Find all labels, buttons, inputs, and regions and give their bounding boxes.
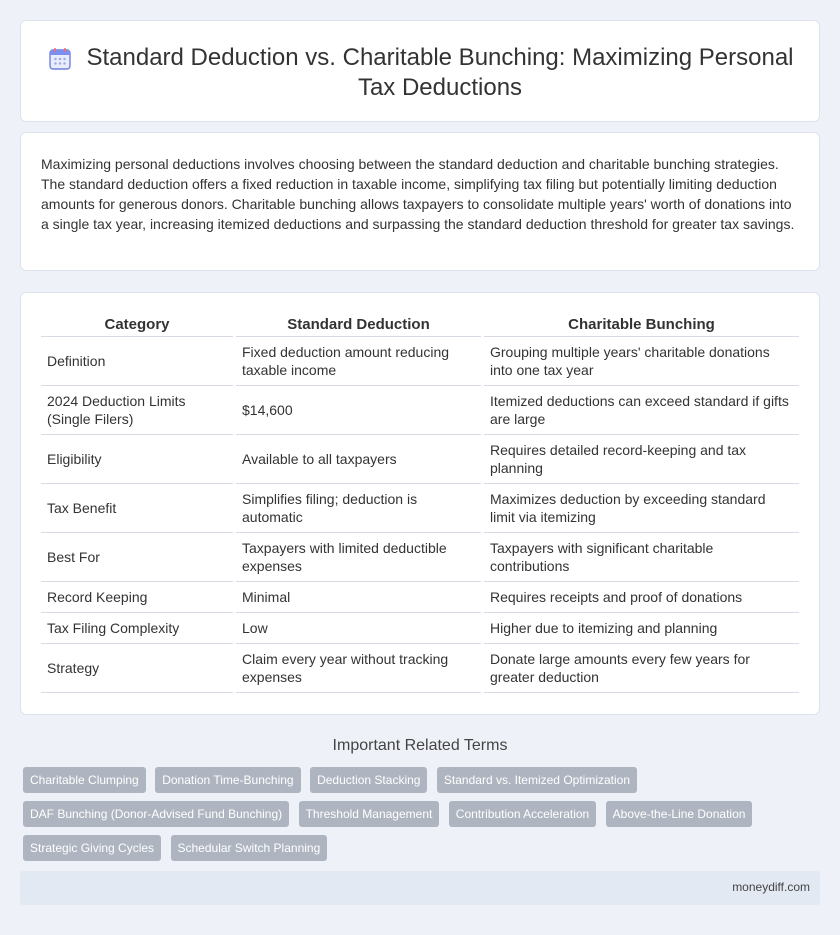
table-row bbox=[41, 613, 799, 644]
table-row bbox=[41, 582, 799, 613]
row-category: Eligibility bbox=[41, 435, 233, 484]
row-standard-deduction: Claim every year without tracking expenses bbox=[236, 644, 481, 693]
row-category: Tax Benefit bbox=[41, 484, 233, 533]
intro-card bbox=[20, 132, 820, 271]
table-row bbox=[41, 644, 799, 693]
table-row bbox=[41, 435, 799, 484]
related-term-tag[interactable]: Contribution Acceleration bbox=[449, 801, 596, 827]
row-category: Tax Filing Complexity bbox=[41, 613, 233, 644]
row-standard-deduction: Low bbox=[236, 613, 481, 644]
title-card bbox=[20, 20, 820, 122]
row-charitable-bunching: Maximizes deduction by exceeding standard limit via itemizing bbox=[484, 484, 799, 533]
row-category: Best For bbox=[41, 533, 233, 582]
row-standard-deduction: Simplifies filing; deduction is automatic bbox=[236, 484, 481, 533]
footer-site-link[interactable]: moneydiff.com bbox=[732, 880, 810, 894]
related-terms-list bbox=[23, 767, 803, 869]
row-charitable-bunching: Taxpayers with significant charitable contributions bbox=[484, 533, 799, 582]
row-category: Definition bbox=[41, 337, 233, 386]
related-term-tag[interactable]: Threshold Management bbox=[299, 801, 440, 827]
related-term-tag[interactable]: Strategic Giving Cycles bbox=[23, 835, 161, 861]
row-standard-deduction: Taxpayers with limited deductible expenses bbox=[236, 533, 481, 582]
table-row bbox=[41, 337, 799, 386]
table-row bbox=[41, 484, 799, 533]
table-row bbox=[41, 386, 799, 435]
row-charitable-bunching: Requires detailed record-keeping and tax planning bbox=[484, 435, 799, 484]
related-term-tag[interactable]: Above-the-Line Donation bbox=[606, 801, 753, 827]
related-term-tag[interactable]: Schedular Switch Planning bbox=[171, 835, 328, 861]
column-header-category: Category bbox=[41, 314, 233, 337]
comparison-table-card bbox=[20, 292, 820, 715]
related-terms-heading: Important Related Terms bbox=[332, 737, 508, 754]
table-row bbox=[41, 533, 799, 582]
row-category: Strategy bbox=[41, 644, 233, 693]
related-term-tag[interactable]: Charitable Clumping bbox=[23, 767, 146, 793]
page-title: Standard Deduction vs. Charitable Bunching: Maximizing Personal Tax Deductions bbox=[86, 44, 794, 101]
related-term-tag[interactable]: DAF Bunching (Donor-Advised Fund Bunching) bbox=[23, 801, 289, 827]
row-charitable-bunching: Requires receipts and proof of donations bbox=[484, 582, 799, 613]
row-charitable-bunching: Donate large amounts every few years for greater deduction bbox=[484, 644, 799, 693]
related-term-tag[interactable]: Donation Time-Bunching bbox=[155, 767, 300, 793]
row-charitable-bunching: Higher due to itemizing and planning bbox=[484, 613, 799, 644]
column-header-standard-deduction: Standard Deduction bbox=[236, 314, 481, 337]
related-term-tag[interactable]: Deduction Stacking bbox=[310, 767, 427, 793]
table-header-row bbox=[41, 314, 799, 337]
row-charitable-bunching: Itemized deductions can exceed standard if gifts are large bbox=[484, 386, 799, 435]
row-category: 2024 Deduction Limits (Single Filers) bbox=[41, 386, 233, 435]
related-term-tag[interactable]: Standard vs. Itemized Optimization bbox=[437, 767, 637, 793]
row-standard-deduction: Minimal bbox=[236, 582, 481, 613]
intro-paragraph: Maximizing personal deductions involves choosing between the standard deduction and charitable bunching strategies. The standard deduction offers a fixed reduction in taxable income, simplifying tax filing but potentially limiting deduction amounts for generous donors. Charitable bunching allows taxpayers to consolidate multiple years' worth of donations into a single tax year, increasing itemized deductions and surpassing the standard deduction threshold for greater tax savings. bbox=[41, 156, 795, 232]
row-standard-deduction: Available to all taxpayers bbox=[236, 435, 481, 484]
column-header-charitable-bunching: Charitable Bunching bbox=[484, 314, 799, 337]
row-charitable-bunching: Grouping multiple years' charitable donations into one tax year bbox=[484, 337, 799, 386]
footer bbox=[20, 871, 820, 905]
comparison-table bbox=[38, 314, 802, 693]
row-standard-deduction: Fixed deduction amount reducing taxable income bbox=[236, 337, 481, 386]
row-category: Record Keeping bbox=[41, 582, 233, 613]
row-standard-deduction: $14,600 bbox=[236, 386, 481, 435]
